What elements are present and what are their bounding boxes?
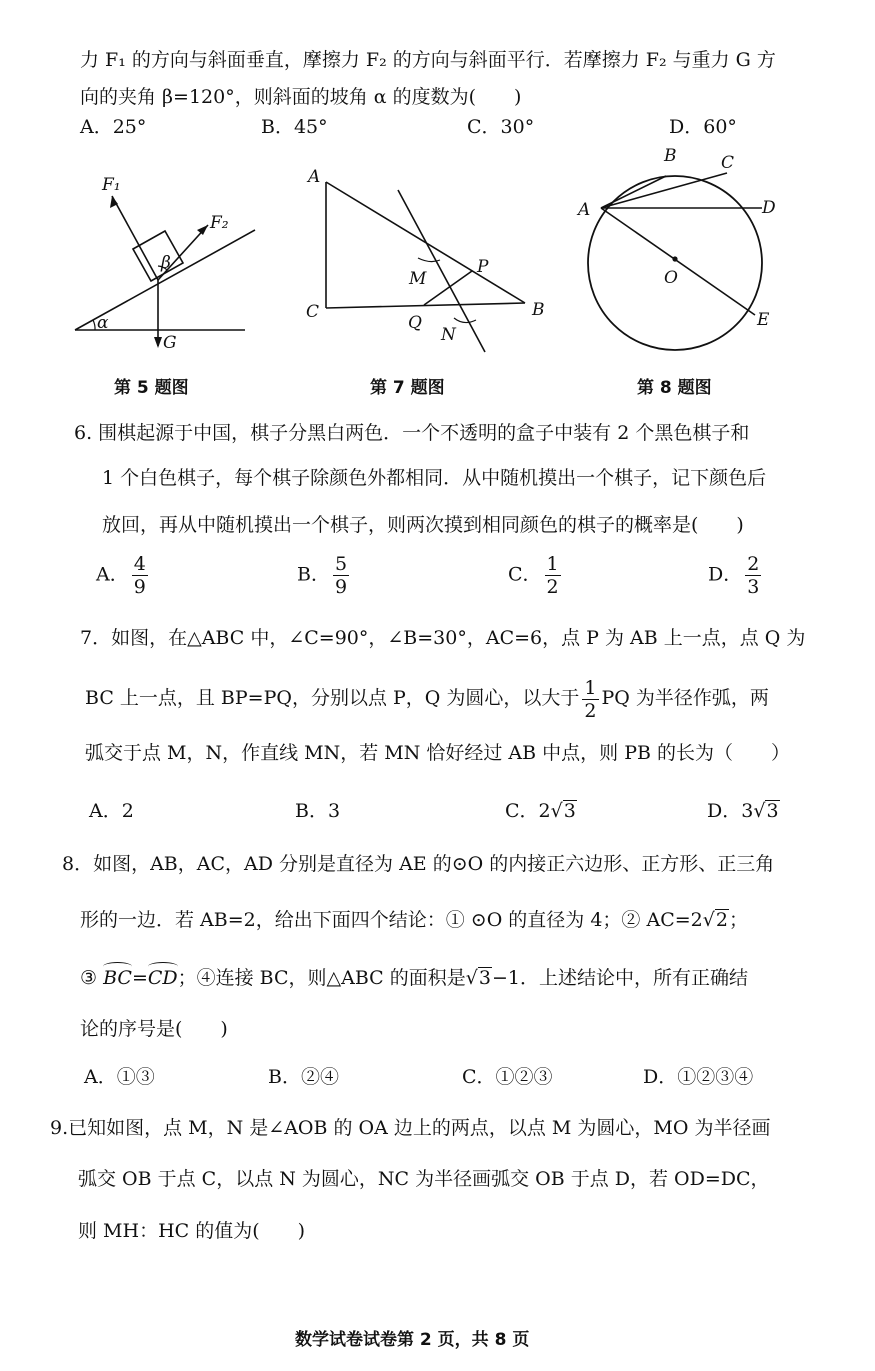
q6-line3: 放回，再从中随机摸出一个棋子，则两次摸到相同颜色的棋子的概率是( ) xyxy=(102,514,744,536)
arc-cd: CD xyxy=(147,967,178,989)
alpha-arc xyxy=(93,320,95,330)
q6-option-d: D． $\frac{2}{3}$ xyxy=(708,553,760,598)
page-footer: 数学试卷试卷第 2 页，共 8 页 xyxy=(295,1330,530,1350)
q8-option-b: B．②④ xyxy=(268,1066,339,1088)
label-a: A xyxy=(578,200,591,220)
q9-line3: 则 MH：HC 的值为( ) xyxy=(78,1220,306,1242)
label-g: G xyxy=(163,333,177,353)
q6-line2: 1 个白色棋子，每个棋子除颜色外都相同．从中随机摸出一个棋子，记下颜色后 xyxy=(102,467,767,489)
q6-line1: 6. 围棋起源于中国，棋子分黑白两色．一个不透明的盒子中装有 2 个黑色棋子和 xyxy=(74,422,750,444)
q8-line4: 论的序号是( ) xyxy=(80,1018,228,1040)
q8-option-d: D．①②③④ xyxy=(643,1066,754,1088)
q5-option-b: B．45° xyxy=(261,116,328,138)
q7-line2: BC 上一点，且 BP=PQ，分别以点 P，Q 为圆心，以大于 $\frac{1}{2}$ PQ 为半径作弧，两 xyxy=(85,676,769,722)
q8-line3: ③ BC=CD；④连接 BC，则△ABC 的面积是√3−1．上述结论中，所有正确结 xyxy=(80,967,748,989)
q5-option-c: C．30° xyxy=(467,116,535,138)
half-fraction: $\frac{1}{2}$ xyxy=(584,676,597,722)
label-o: O xyxy=(664,268,678,288)
figure-5-caption: 第 5 题图 xyxy=(114,378,189,398)
figure-8-caption: 第 8 题图 xyxy=(637,378,712,398)
label-alpha: α xyxy=(97,313,109,333)
arc-bc: BC xyxy=(103,967,132,989)
label-n: N xyxy=(441,325,456,345)
q7-option-c: C．2√3 xyxy=(505,800,576,822)
q6-option-a: A． $\frac{4}{9}$ xyxy=(96,553,146,598)
q8-option-a: A．①③ xyxy=(84,1066,155,1088)
label-q: Q xyxy=(408,313,422,333)
q8-option-c: C．①②③ xyxy=(462,1066,553,1088)
label-c: C xyxy=(721,153,735,173)
q8-line1: 8．如图，AB，AC，AD 分别是直径为 AE 的⊙O 的内接正六边形、正方形、正三角 xyxy=(62,853,775,875)
fraction: $\frac{4}{9}$ xyxy=(133,553,146,598)
q7-line3: 弧交于点 M，N，作直线 MN，若 MN 恰好经过 AB 中点，则 PB 的长为（ ） xyxy=(85,742,790,764)
arc-m xyxy=(418,258,440,262)
figure-7-diagram xyxy=(300,160,560,365)
q6-option-c: C． $\frac{1}{2}$ xyxy=(508,553,559,598)
figure-7-caption: 第 7 题图 xyxy=(370,378,445,398)
label-b: B xyxy=(664,146,677,166)
label-b: B xyxy=(532,300,545,320)
label-d: D xyxy=(762,198,776,218)
q8-line2: 形的一边．若 AB=2，给出下面四个结论：① ⊙O 的直径为 4；② AC=2√2； xyxy=(80,909,748,931)
q7-option-a: A．2 xyxy=(89,800,134,822)
q5-line2: 向的夹角 β=120°，则斜面的坡角 α 的度数为( ) xyxy=(80,86,522,108)
q6-option-b: B． $\frac{5}{9}$ xyxy=(297,553,348,598)
label-f1: F₁ xyxy=(102,175,121,195)
q5-line1: 力 F₁ 的方向与斜面垂直，摩擦力 F₂ 的方向与斜面平行．若摩擦力 F₂ 与重力 G 方 xyxy=(80,49,776,71)
label-f2: F₂ xyxy=(210,213,229,233)
label-a: A xyxy=(308,167,321,187)
fraction: $\frac{1}{2}$ xyxy=(546,553,559,598)
label-beta: β xyxy=(161,253,171,273)
label-c: C xyxy=(306,302,320,322)
diameter-ae xyxy=(601,208,755,315)
segment-pq xyxy=(424,271,472,305)
arc-n xyxy=(454,318,476,323)
label-e: E xyxy=(757,310,770,330)
chord-ac xyxy=(601,173,727,208)
label-m: M xyxy=(409,269,427,289)
figure-5-diagram xyxy=(60,170,260,360)
label-p: P xyxy=(477,257,489,277)
q5-option-a: A．25° xyxy=(80,116,147,138)
fraction: $\frac{5}{9}$ xyxy=(334,553,348,598)
q5-option-d: D．60° xyxy=(669,116,737,138)
center-point xyxy=(672,256,677,261)
q7-line1: 7．如图，在△ABC 中，∠C=90°，∠B=30°，AC=6，点 P 为 AB 上一点，点 Q 为 xyxy=(80,627,806,649)
q7-option-d: D．3√3 xyxy=(707,800,779,822)
fraction: $\frac{2}{3}$ xyxy=(747,553,760,598)
figure-8-diagram xyxy=(570,135,800,365)
q9-line1: 9.已知如图，点 M，N 是∠AOB 的 OA 边上的两点，以点 M 为圆心，MO 为半径画 xyxy=(50,1117,771,1139)
q7-option-b: B．3 xyxy=(295,800,341,822)
q9-line2: 弧交 OB 于点 C，以点 N 为圆心，NC 为半径画弧交 OB 于点 D，若 OD=DC， xyxy=(78,1168,770,1190)
